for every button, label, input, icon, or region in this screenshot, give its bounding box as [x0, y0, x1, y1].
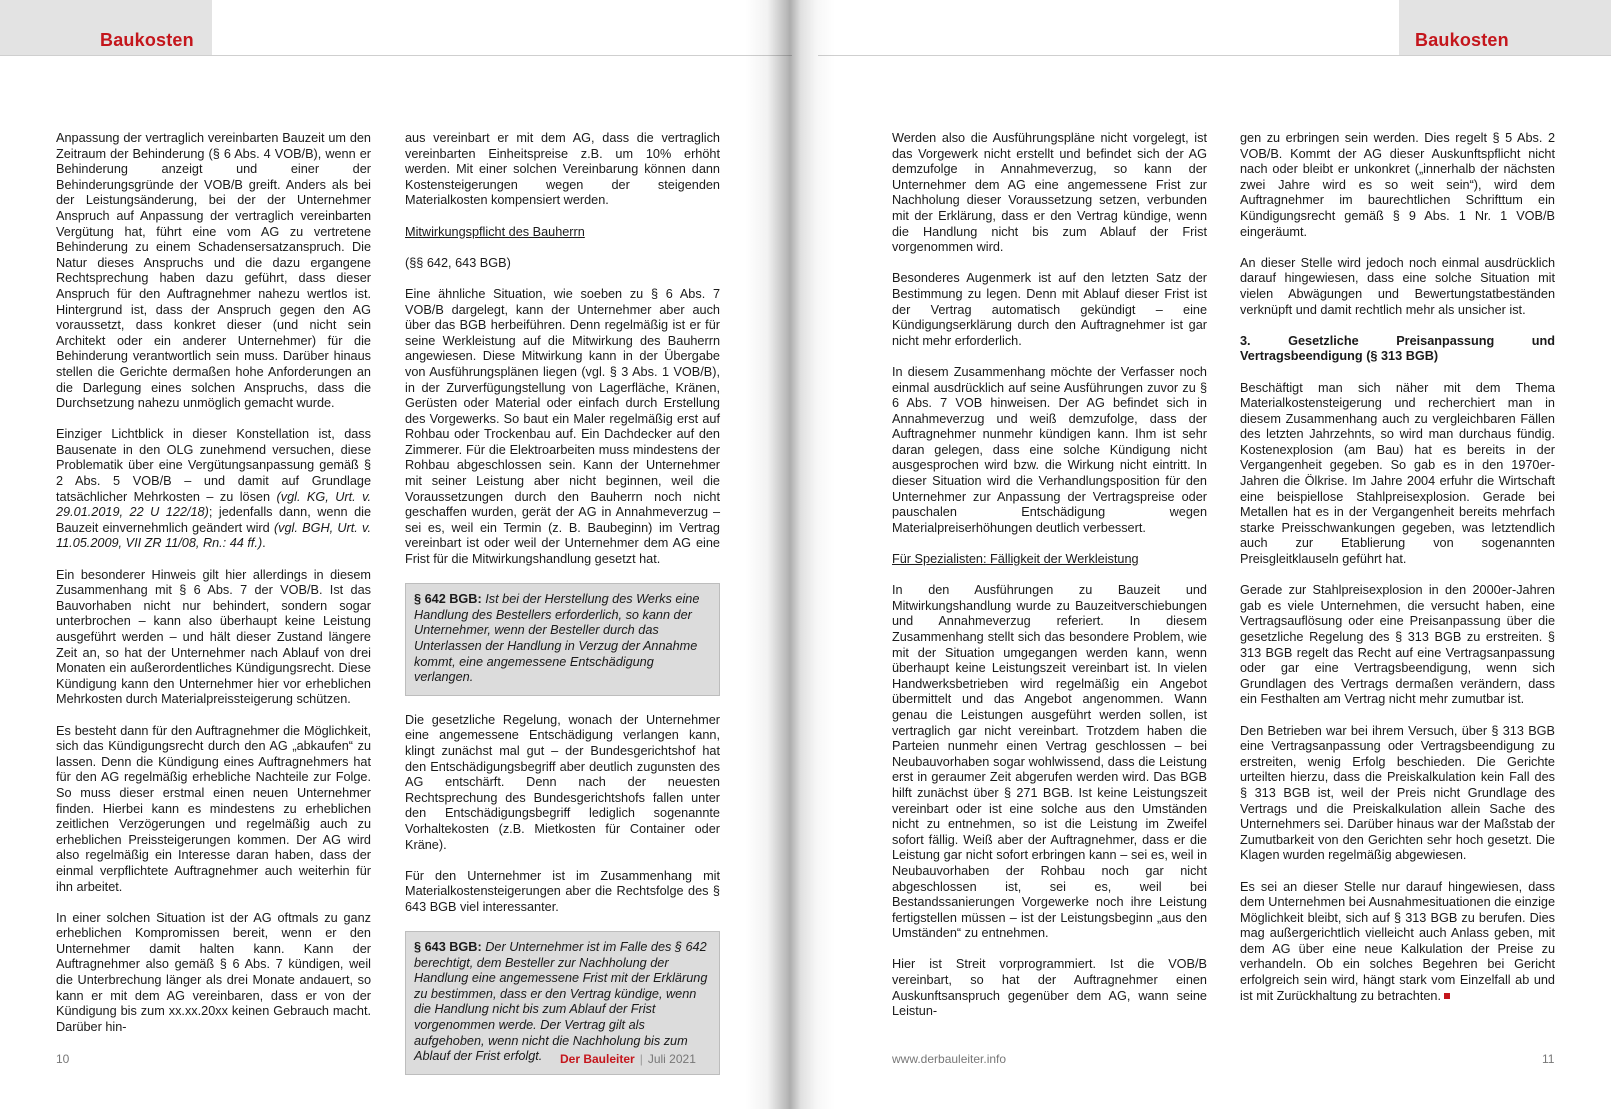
article-end-icon	[1444, 993, 1450, 999]
paragraph: Die gesetzliche Regelung, wonach der Unternehmer eine angemessene Entschädigung verlangen kann, klingt zunächst mal gut – der Bundesgerichtshof hat den Entschädigungsbegriff aber deutlich zugunsten des AG entschärft. Denn nach der neuesten Rechtsprechung des Bundesgerichtshofs fallen unter den Entschädigungsbegriff lediglich sogenannte Vorhaltekosten (z.B. Mietkosten für Container oder Kräne).	[405, 712, 720, 852]
magazine-footer	[560, 1052, 696, 1066]
paragraph: Ein besonderer Hinweis gilt hier allerdings in diesem Zusammenhang mit § 6 Abs. 7 der VOB/B. Ist das Bauvorhaben nicht nur behindert, sondern sogar unterbrochen – kann also überhaupt keine Leistung ausgeführt werden – und hält dieser Zustand längere Zeit an, so hat der Unternehmer nach Ablauf von drei Monaten ein außerordentliches Kündigungsrecht. Diese Kündigung kann den Unternehmer hier vor erheblichen Mehrkosten durch Materialpreissteigerung schützen.	[56, 567, 371, 707]
paragraph: Beschäftigt man sich näher mit dem Thema Materialkostensteigerung und recherchiert man in diesem Zusammenhang auch zu vergleichbaren Fällen des letzten Jahrzehnts, so wird man durchaus fündig. Kostenexplosion (am Bau) hat es bereits in der Vergangenheit gegeben. So gab es in den 1970er-Jahren die Ölkrise. Im Jahre 2004 erfuhr die Wirtschaft eine beispiellose Stahlpreisexplosion. Gerade bei Metallen hat es in der Vergangenheit bereits mehrfach starke Preisschwankungen gegeben, was letztendlich auch zur Etablierung von sogenannten Preisgleitklauseln geführt hat.	[1240, 380, 1555, 567]
paragraph: Werden also die Ausführungspläne nicht vorgelegt, ist das Vorgewerk nicht erstellt und befindet sich der AG demzufolge in Annahmeverzug, so kann der Unternehmer dem AG eine angemessene Frist zur Nachholung dieser Voraussetzung setzen, verbunden mit der Erklärung, dass er den Vertrag kündige, wenn die Handlung nicht bis zum Ablauf der Frist vorgenommen wird.	[892, 131, 1207, 255]
column-4	[1240, 131, 1555, 1004]
paragraph: In einer solchen Situation ist der AG oftmals zu ganz erheblichen Kompromissen bereit, wenn er den Unternehmer damit halten kann. Kann der Auftragnehmer also gemäß § 6 Abs. 7 kündigen, weil die Unterbrechung länger als drei Monate andauert, so kann er mit dem AG vereinbaren, dass er von der Kündigung bis zum xx.xx.20xx keinen Gebrauch macht. Darüber hin-	[56, 910, 371, 1034]
subheading-reference: (§§ 642, 643 BGB)	[405, 255, 511, 270]
website-url: www.derbauleiter.info	[892, 1052, 1007, 1066]
law-reference: § 643 BGB:	[414, 940, 482, 955]
paragraph: An dieser Stelle wird jedoch noch einmal ausdrücklich darauf hingewiesen, dass eine solche Situation mit vielen Abwägungen und Bewertungstatbeständen verknüpft und damit rechtlich mehr als unsicher ist.	[1240, 255, 1555, 317]
citation: (vgl. BGH, Urt. v. 11.05.2009, VII ZR 11/08, Rn.: 44 ff.)	[56, 520, 371, 551]
paragraph: Den Betrieben war bei ihrem Versuch, über § 313 BGB eine Vertragsanpassung oder Vertragsbeendigung zu erstreiten, wenig Erfolg beschieden. Die Gerichte urteilten hierzu, dass die Preiskalkulation kein Fall des § 313 BGB ist, weil der Preis nicht Grundlage des Vertrags und die Preiskalkulation allein Sache des Unternehmers sei. Darüber hinaus war der Maßstab der Zumutbarkeit von den Gerichten sehr hoch gesetzt. Die Klagen wurden regelmäßig abgewiesen.	[1240, 723, 1555, 863]
page-number-right: 11	[1542, 1052, 1555, 1066]
column-1	[56, 131, 371, 1035]
section-heading: 3. Gesetzliche Preisanpassung und Vertragsbeendigung (§ 313 BGB)	[1240, 333, 1555, 364]
paragraph: In diesem Zusammenhang möchte der Verfasser noch einmal ausdrücklich auf seine Ausführungen zuvor zu § 6 Abs. 7 VOB hinweisen. Der AG befindet sich in Annahmeverzug und weiß demzufolge, dass der Auftragnehmer nunmehr kündigen kann. Ihm ist sehr daran gelegen, dass eine solche Kündigung nicht ausgesprochen wird bzw. die Wirkung nicht eintritt. In dieser Situation wird die Verhandlungsposition für den Unternehmer zur Anpassung der Vertragspreise oder pauschalen Entschädigung wegen Materialpreiserhöhungen deutlich verbessert.	[892, 364, 1207, 535]
paragraph	[56, 427, 371, 552]
paragraph: Für den Unternehmer ist im Zusammenhang mit Materialkostensteigerungen aber die Rechtsfolge des § 643 BGB viel interessanter.	[405, 868, 720, 914]
paragraph	[1240, 880, 1555, 1005]
paragraph: aus vereinbart er mit dem AG, dass die vertraglich vereinbarten Einheitspreise z.B. um 10% erhöht werden. Mit einer solchen Vereinbarung können dann Kostensteigerungen wegen der steigenden Materialkosten kompensiert werden.	[405, 131, 720, 208]
text: Es sei an dieser Stelle nur darauf hingewiesen, dass dem Unternehmen bei Ausnahmesituationen die einzige Möglichkeit bleibt, sich auf § 313 BGB zu berufen. Dies mag außergerichtlich vielleicht auch Anlass geben, mit dem AG über eine neue Kalkulation der Preise zu verhandeln. Ob ein solches Begehren bei Gericht erfolgreich sein wird, hängt stark vom Einzelfall ab und ist mit Zurückhaltung zu betrachten.	[1240, 879, 1555, 1003]
column-2	[405, 131, 720, 1092]
magazine-name: Der Bauleiter	[560, 1052, 635, 1066]
law-text: Ist bei der Herstellung des Werks eine Handlung des Bestellers erforderlich, so kann der Unternehmer, wenn der Besteller durch das Unterlassen der Handlung in Verzug der Annahme kommt, eine angemessene Entschädigung verlangen.	[414, 592, 700, 685]
text: Einziger Lichtblick in dieser Konstellation ist, dass Bausenate in den OLG zunehmend versuchen, diese Problematik über eine Vergütungsanpassung gemäß § 2 Abs. 5 VOB/B – und damit auf Grundlage tatsächlicher Mehrkosten – zu lösen	[56, 427, 371, 504]
issue-date: Juli 2021	[647, 1052, 696, 1066]
paragraph: Es besteht dann für den Auftragnehmer die Möglichkeit, sich das Kündigungsrecht durch den AG „abkaufen“ zu lassen. Denn die Kündigung eines Auftragnehmers hat für den AG regelmäßig erhebliche Nachteile zur Folge. So muss dieser erstmal einen neuen Unternehmer finden. Hierbei kann es mindestens zu erheblichen zeitlichen Verzögerungen und regelmäßig auch zu erheblichen Preissteigerungen kommen. Der AG wird also regelmäßig ein Interesse daran haben, dass der einmal verpflichtete Auftragnehmer auch weiterhin für ihn arbeitet.	[56, 723, 371, 894]
header-rule-right	[818, 55, 1611, 56]
paragraph: Hier ist Streit vorprogrammiert. Ist die VOB/B vereinbart, so hat der Auftragnehmer einen Auskunftsanspruch gegenüber dem AG, wann seine Leistun-	[892, 957, 1207, 1019]
citation: (vgl. KG, Urt. v. 29.01.2019, 22 U 122/18)	[56, 489, 371, 520]
text: ; jedenfalls dann, wenn die Bauzeit einvernehmlich geändert wird	[56, 505, 371, 535]
law-reference: § 642 BGB:	[414, 592, 482, 607]
paragraph: In den Ausführungen zu Bauzeit und Mitwirkungshandlung wurde zu Bauzeitverschiebungen und Annahmeverzug referiert. In diesem Zusammenhang stellt sich das besondere Problem, wie mit der Situation umgegangen werden kann, wenn überhaupt keine Leistungszeit vereinbart ist. In vielen Handwerksbetrieben wird regelmäßig ein Angebot übermittelt und das Angebot angenommen. Wann genau die Leistungen ausgeführt werden sollen, ist vertraglich gar nicht vereinbart. Trotzdem haben die Parteien nunmehr einen Vertrag geschlossen – bei Neubauvorhaben sogar wohlwissend, dass die Leistung erst in geraumer Zeit abgerufen werden wird. Das BGB hilft zunächst über § 271 BGB. Ist keine Leistungszeit vereinbart oder ist eine solche aus den Umständen nicht zu entnehmen, so ist die Leistung im Zweifel sofort fällig. Weiß aber der Auftragnehmer, dass er die Leistung gar nicht sofort erbringen kann – sei es, weil in Neubauvorhaben der Rohbau noch gar nicht abgeschlossen ist, sei es, weil bei Bestandssanierungen Vorgewerke noch ihre Leistung fertigstellen müssen – ist der Leistungsbeginn „aus den Umständen“ zu entnehmen.	[892, 583, 1207, 941]
page-number-left: 10	[56, 1052, 70, 1066]
paragraph: gen zu erbringen sein werden. Dies regelt § 5 Abs. 2 VOB/B. Kommt der AG dieser Auskunftspflicht nicht nach oder bleibt er unkonkret („innerhalb der nächsten zwei Jahre wird es so weit sein“), wird dem Auftragnehmer im baurechtlichen Schrifttum ein Kündigungsrecht gemäß § 9 Abs. 1 Nr. 1 VOB/B eingeräumt.	[1240, 131, 1555, 239]
law-text: Der Unternehmer ist im Falle des § 642 berechtigt, dem Besteller zur Nachholung der Handlung eine angemessene Frist mit der Erklärung zu bestimmen, dass er den Vertrag kündige, wenn die Handlung nicht bis zum Ablauf der Frist vorgenommen werde. Der Vertrag gilt als aufgehoben, wenn nicht die Nachholung bis zum Ablauf der Frist erfolgt.	[414, 940, 708, 1064]
column-3	[892, 131, 1207, 1020]
section-title-right: Baukosten	[1415, 30, 1509, 50]
paragraph: Besonderes Augenmerk ist auf den letzten Satz der Bestimmung zu legen. Denn mit Ablauf dieser Frist ist der Vertrag automatisch gekündigt – eine Kündigungserklärung durch den Auftragnehmer ist gar nicht mehr erforderlich.	[892, 271, 1207, 348]
paragraph: Anpassung der vertraglich vereinbarten Bauzeit um den Zeitraum der Behinderung (§ 6 Abs. 4 VOB/B), wenn er Behinderung anzeigt und einer der Behinderungsgründe der VOB/B greift. Anders als bei der Leistungsänderung, bei der der Unternehmer Anspruch auf Anpassung der vertraglich vereinbarten Vergütung hat, führt eine vom AG zu vertretene Behinderung zu einem Schadensersatzanspruch. Die Natur dieses Anspruchs und die dazu ergangene Rechtsprechung haben dazu geführt, dass dieser Anspruch für den Auftragnehmer nahezu wertlos ist. Hintergrund ist, dass der Anspruch gegen den AG voraussetzt, dass konkret dieser (und nicht sein Architekt oder ein anderer Unternehmer) für die Behinderung verantwortlich sein muss. Darüber hinaus stellen die Gerichte dermaßen hohe Anforderungen an die Darlegung eines solchen Anspruchs, dass die Durchsetzung nahezu unmöglich gemacht wurde.	[56, 131, 371, 411]
paragraph: Eine ähnliche Situation, wie soeben zu § 6 Abs. 7 VOB/B dargelegt, kann der Unternehmer aber auch über das BGB herbeiführen. Denn regelmäßig ist er für seine Werkleistung auf die Mitwirkung des Bauherrn angewiesen. Diese Mitwirkung kann in der Übergabe von Ausführungsplänen liegen (vgl. § 3 Abs. 1 VOB/B), in der Zurverfügungstellung von Lagerfläche, Kränen, Gerüsten oder Material oder einfach durch Erstellung des Vorgewerks. So baut ein Maler regelmäßig erst auf Rohbau oder Trockenbau auf. Ein Dachdecker auf den Zimmerer. Für die Elektroarbeiten muss mindestens der Rohbau abgeschlossen sein. Kann der Unternehmer mit seiner Leistung aber nicht beginnen, weil die Voraussetzungen durch den Bauherrn noch nicht geschaffen wurden, gerät der AG in Annahmeverzug – sei es, weil ein Termin (z. B. Baubeginn) im Vertrag vereinbart ist oder weil der Unternehmer dem AG eine Frist für die Mitwirkungshandlung gesetzt hat.	[405, 286, 720, 567]
subheading: Für Spezialisten: Fälligkeit der Werkleistung	[892, 552, 1139, 567]
text: .	[262, 536, 266, 551]
header-rule-left	[0, 55, 792, 56]
law-quote-box-642	[405, 583, 720, 696]
section-title-left: Baukosten	[100, 30, 194, 50]
book-gutter-shadow	[745, 0, 835, 1109]
footer-separator: |	[639, 1052, 643, 1066]
subheading: Mitwirkungspflicht des Bauherrn	[405, 224, 585, 239]
paragraph: Gerade zur Stahlpreisexplosion in den 2000er-Jahren gab es viele Unternehmen, die versucht haben, eine Vertragsauflösung oder eine Preisanpassung über die gesetzliche Regelung des § 313 BGB zu erstreiten. § 313 BGB regelt das Recht auf eine Vertragsanpassung oder gar eine Vertragsbeendigung, wenn sich Grundlagen des Vertrags dermaßen verändern, dass ein Festhalten am Vertrag nicht mehr zumutbar ist.	[1240, 583, 1555, 707]
